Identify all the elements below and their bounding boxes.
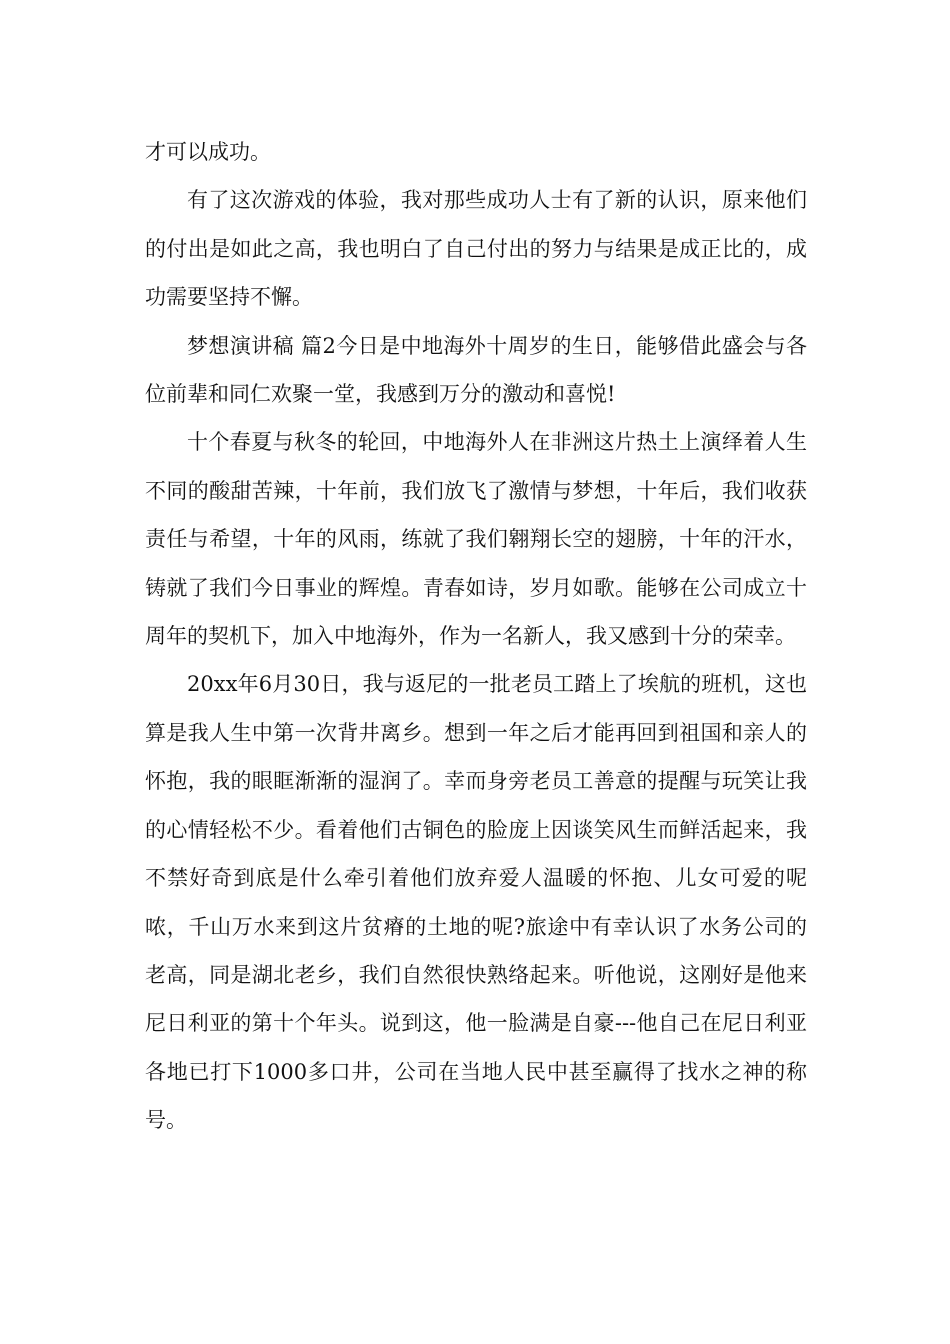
document-body	[145, 128, 807, 1145]
paragraph-game-experience: 有了这次游戏的体验，我对那些成功人士有了新的认识，原来他们的付出是如此之高，我也明白了自己付出的努力与结果是成正比的，成功需要坚持不懈。	[145, 188, 807, 310]
paragraph-ten-years: 十个春夏与秋冬的轮回，中地海外人在非洲这片热土上演绎着人生不同的酸甜苦辣，十年前，我们放飞了激情与梦想，十年后，我们收获责任与希望，十年的风雨，练就了我们翱翔长空的翅膀，十年的汗水，铸就了我们今日事业的辉煌。青春如诗，岁月如歌。能够在公司成立十周年的契机下，加入中地海外，作为一名新人，我又感到十分的荣幸。	[145, 430, 807, 649]
paragraph-departure: 20xx年6月30日，我与返尼的一批老员工踏上了埃航的班机，这也算是我人生中第一次背井离乡。想到一年之后才能再回到祖国和亲人的怀抱，我的眼眶渐渐的湿润了。幸而身旁老员工善意的提醒与玩笑让我的心情轻松不少。看着他们古铜色的脸庞上因谈笑风生而鲜活起来，我不禁好奇到底是什么牵引着他们放弃爱人温暖的怀抱、儿女可爱的呢哝，千山万水来到这片贫瘠的土地的呢?旅途中有幸认识了水务公司的老高，同是湖北老乡，我们自然很快熟络起来。听他说，这刚好是他来尼日利亚的第十个年头。说到这，他一脸满是自豪---他自己在尼日利亚各地已打下1000多口井，公司在当地人民中甚至赢得了找水之神的称号。	[145, 672, 807, 1133]
paragraph-continuation: 才可以成功。	[145, 140, 271, 164]
paragraph-speech-2-intro: 梦想演讲稿 篇2今日是中地海外十周岁的生日，能够借此盛会与各位前辈和同仁欢聚一堂，我感到万分的激动和喜悦!	[145, 333, 807, 407]
